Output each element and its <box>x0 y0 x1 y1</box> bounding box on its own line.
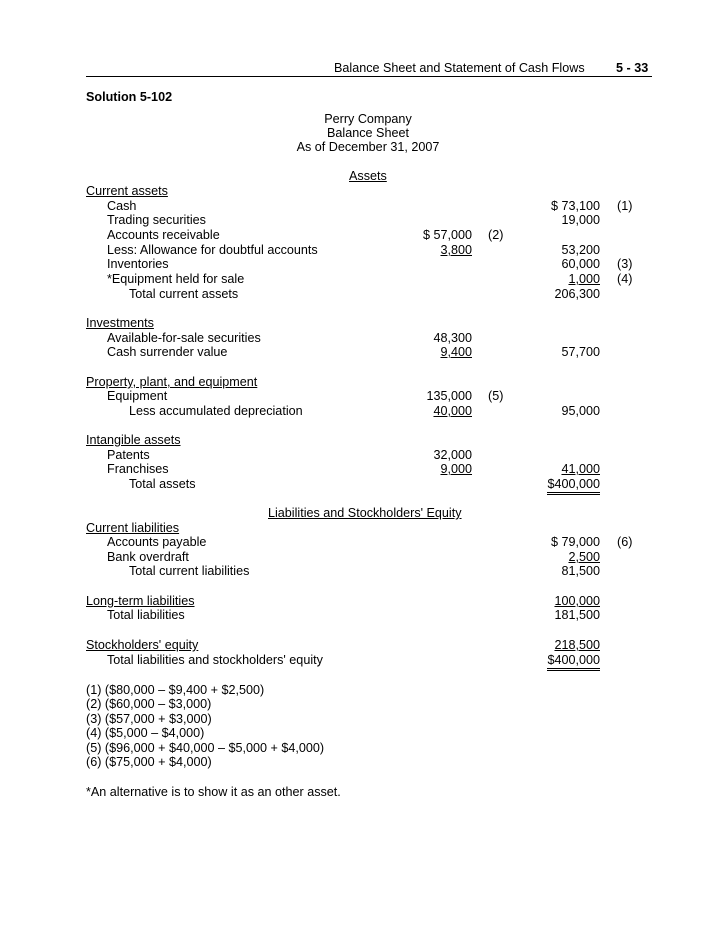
total-liabilities-amount: 181,500 <box>554 608 600 622</box>
current-assets-heading: Current assets <box>86 184 168 198</box>
total-liabilities-label: Total liabilities <box>107 608 185 622</box>
statement-name: Balance Sheet <box>327 126 409 140</box>
trading-label: Trading securities <box>107 213 206 227</box>
solution-label: Solution 5-102 <box>86 90 173 104</box>
equipment-sale-note: (4) <box>617 272 633 286</box>
overdraft-amount: 2,500 <box>568 550 600 564</box>
patents-label: Patents <box>107 448 150 462</box>
liabilities-equity-heading: Liabilities and Stockholders' Equity <box>268 506 462 520</box>
total-current-liabilities-label: Total current liabilities <box>129 564 250 578</box>
company-name: Perry Company <box>324 112 412 126</box>
intangibles-total: 41,000 <box>561 462 600 476</box>
long-term-liabilities-amount: 100,000 <box>554 594 600 608</box>
cash-label: Cash <box>107 199 137 213</box>
trading-amount: 19,000 <box>561 213 600 227</box>
equipment-sale-label: *Equipment held for sale <box>107 272 245 286</box>
header-rule <box>86 76 652 77</box>
total-current-liabilities-amount: 81,500 <box>561 564 600 578</box>
total-liab-equity-label: Total liabilities and stockholders' equity <box>107 653 323 667</box>
equipment-note: (5) <box>488 389 504 403</box>
investments-heading: Investments <box>86 316 154 330</box>
inventories-label: Inventories <box>107 257 169 271</box>
footnote: (5) ($96,000 + $40,000 – $5,000 + $4,000) <box>86 741 325 755</box>
overdraft-label: Bank overdraft <box>107 550 189 564</box>
depreciation-amount: 40,000 <box>433 404 472 418</box>
franchises-label: Franchises <box>107 462 169 476</box>
current-liabilities-heading: Current liabilities <box>86 521 180 535</box>
allowance-label: Less: Allowance for doubtful accounts <box>107 243 318 257</box>
long-term-liabilities-heading: Long-term liabilities <box>86 594 195 608</box>
afs-label: Available-for-sale securities <box>107 331 261 345</box>
footnote: (2) ($60,000 – $3,000) <box>86 697 212 711</box>
ar-amount: $ 57,000 <box>422 228 472 242</box>
footnote: (4) ($5,000 – $4,000) <box>86 726 205 740</box>
inventories-note: (3) <box>617 257 633 271</box>
running-header-title: Balance Sheet and Statement of Cash Flows <box>334 61 585 75</box>
footnote: (1) ($80,000 – $9,400 + $2,500) <box>86 683 265 697</box>
cash-note: (1) <box>617 199 633 213</box>
patents-amount: 32,000 <box>433 448 472 462</box>
ppe-net-amount: 95,000 <box>561 404 600 418</box>
stockholders-equity-amount: 218,500 <box>554 638 600 652</box>
ap-note: (6) <box>617 535 633 549</box>
cash-amount: $ 73,100 <box>550 199 600 213</box>
statement-date: As of December 31, 2007 <box>296 140 440 154</box>
total-assets-label: Total assets <box>129 477 196 491</box>
ar-note: (2) <box>488 228 504 242</box>
stockholders-equity-heading: Stockholders' equity <box>86 638 199 652</box>
csv-label: Cash surrender value <box>107 345 228 359</box>
page-number: 5 - 33 <box>616 61 649 75</box>
footnote: (3) ($57,000 + $3,000) <box>86 712 212 726</box>
intangibles-heading: Intangible assets <box>86 433 181 447</box>
alternative-note: *An alternative is to show it as an other asset. <box>86 785 341 799</box>
ap-amount: $ 79,000 <box>550 535 600 549</box>
equipment-amount: 135,000 <box>426 389 472 403</box>
equipment-sale-amount: 1,000 <box>568 272 600 286</box>
assets-heading: Assets <box>349 169 387 183</box>
ar-label: Accounts receivable <box>107 228 220 242</box>
total-liab-equity-amount: $400,000 <box>547 653 600 671</box>
inventories-amount: 60,000 <box>561 257 600 271</box>
depreciation-label: Less accumulated depreciation <box>129 404 303 418</box>
afs-amount: 48,300 <box>433 331 472 345</box>
allowance-amount: 3,800 <box>440 243 472 257</box>
franchises-amount: 9,000 <box>440 462 472 476</box>
ar-net-amount: 53,200 <box>561 243 600 257</box>
equipment-label: Equipment <box>107 389 168 403</box>
ppe-heading: Property, plant, and equipment <box>86 375 258 389</box>
csv-amount: 9,400 <box>440 345 472 359</box>
footnote: (6) ($75,000 + $4,000) <box>86 755 212 769</box>
ap-label: Accounts payable <box>107 535 207 549</box>
total-current-assets-amount: 206,300 <box>554 287 600 301</box>
total-current-assets-label: Total current assets <box>129 287 239 301</box>
total-assets-amount: $400,000 <box>547 477 600 495</box>
investments-total: 57,700 <box>561 345 600 359</box>
